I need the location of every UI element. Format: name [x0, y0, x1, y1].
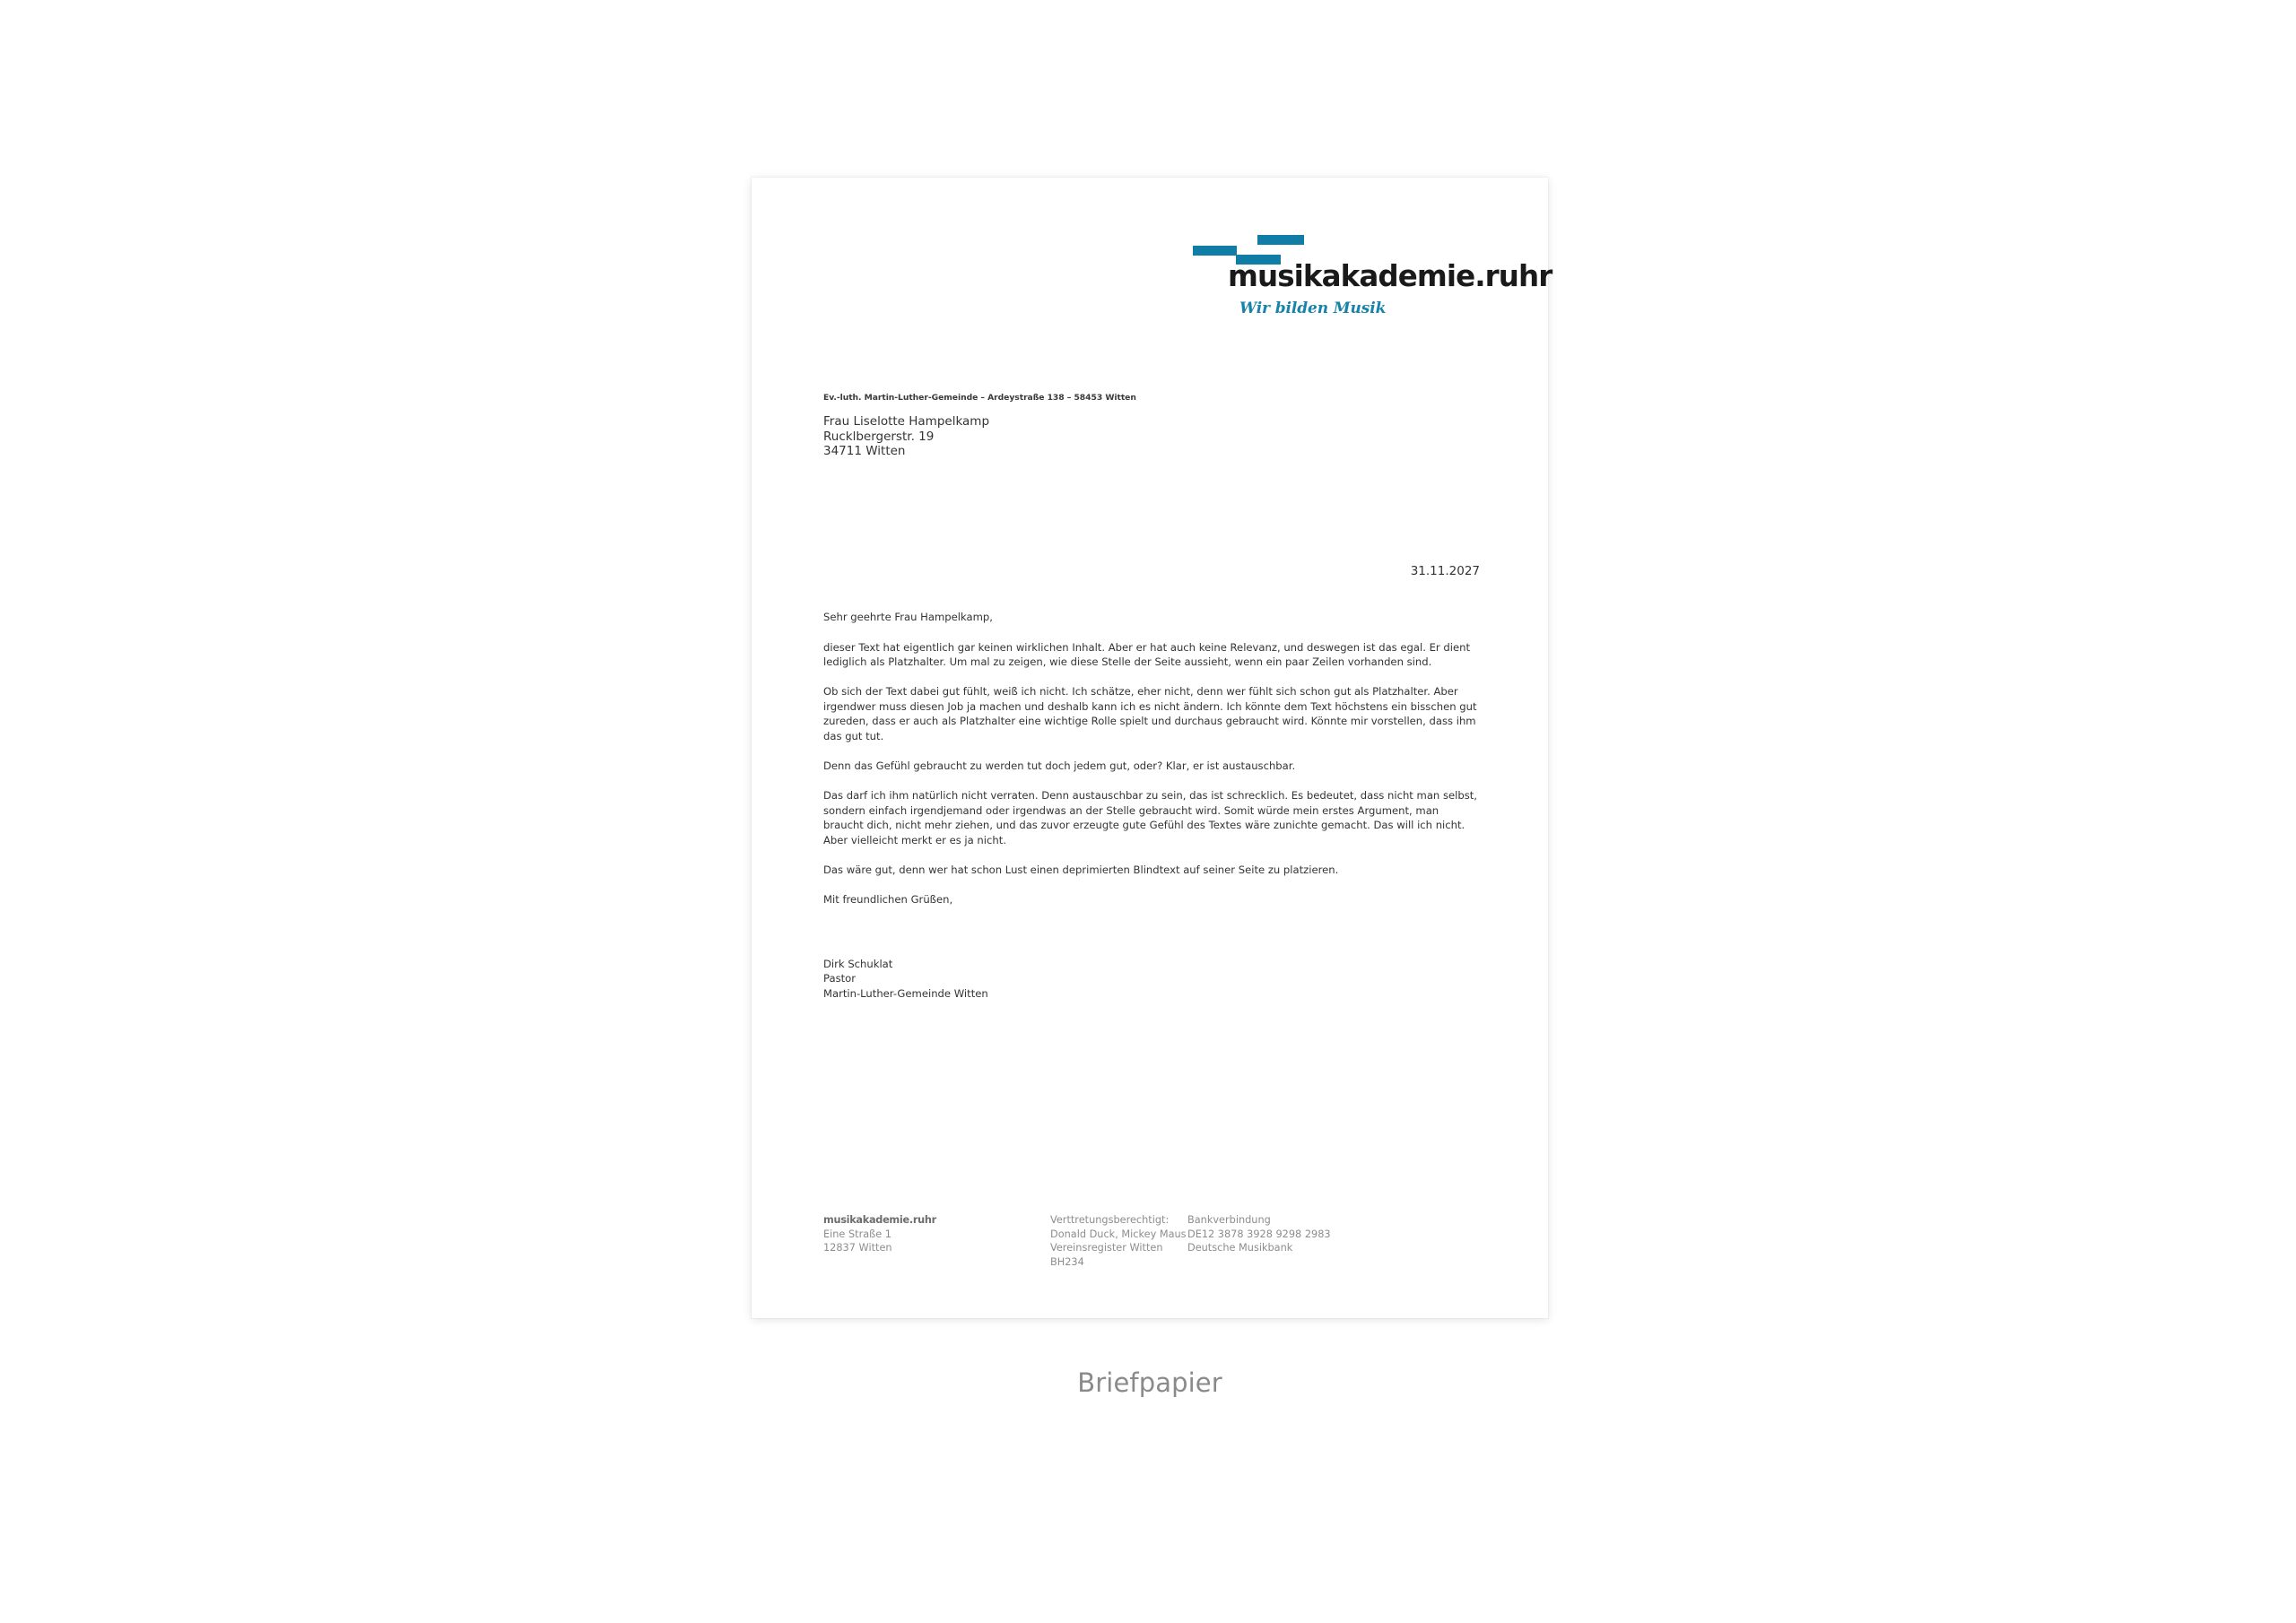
footer-line: 12837 Witten	[823, 1242, 892, 1254]
footer-column-address	[823, 1213, 1039, 1255]
recipient-line: Rucklbergerstr. 19	[823, 429, 935, 444]
footer-line: DE12 3878 3928 9298 2983	[1187, 1228, 1331, 1240]
letter-paragraph: Das wäre gut, denn wer hat schon Lust einen deprimierten Blindtext auf seiner Seite zu platzieren.	[823, 864, 1339, 877]
signature-block	[823, 957, 1290, 1001]
letter-paragraph: Das darf ich ihm natürlich nicht verraten. Denn austauschbar zu sein, das ist schrecklich. Es bedeutet, dass nicht man selbst, sondern einfach irgendjemand oder irgendwas an der Stelle gebraucht wird. Somit würde mein erstes Argument, man braucht dich, nicht mehr ziehen, und das zuvor erzeugte gute Gefühl des Textes wäre zunichte gemacht. Das will ich nicht. Aber vielleicht merkt er es ja nicht.	[823, 789, 1477, 847]
letter-closing: Mit freundlichen Grüßen,	[823, 893, 953, 907]
logo-tagline: Wir bilden Musik	[1239, 299, 1387, 317]
recipient-line: Frau Liselotte Hampelkamp	[823, 414, 990, 429]
footer-line: Vereinsregister Witten	[1050, 1242, 1163, 1254]
letter-salutation: Sehr geehrte Frau Hampelkamp,	[823, 611, 993, 623]
recipient-line: 34711 Witten	[823, 444, 906, 459]
footer-line: BH234	[1050, 1255, 1084, 1268]
footer-line: Eine Straße 1	[823, 1228, 891, 1240]
signature-org: Martin-Luther-Gemeinde Witten	[823, 986, 988, 1000]
logo-wordmark: musikakademie.ruhr	[1228, 259, 1552, 293]
signature-role: Pastor	[823, 972, 857, 985]
sender-return-address: Ev.-luth. Martin-Luther-Gemeinde – Ardeystraße 138 – 58453 Witten	[823, 393, 1136, 403]
footer-line: Deutsche Musikbank	[1187, 1242, 1293, 1254]
letter-date: 31.11.2027	[1410, 564, 1480, 578]
logo-bar-left-icon	[1193, 246, 1237, 256]
footer-line: Bankverbindung	[1187, 1214, 1271, 1226]
logo-bars-icon	[1193, 235, 1292, 262]
signature-name: Dirk Schuklat	[823, 958, 893, 970]
letter-paragraph: Ob sich der Text dabei gut fühlt, weiß ich nicht. Ich schätze, eher nicht, denn wer fühlt sich schon gut als Platzhalter. Aber irgendwer muss diesen Job ja machen und deshalb kann ich es nicht ändern. Ich könnte dem Text höchstens ein bisschen gut zureden, dass er auch als Platzhalter eine wichtige Rolle spielt und durchaus gebraucht wird. Könnte mir vorstellen, dass ihm das gut tut.	[823, 685, 1477, 743]
letter-paragraph: Denn das Gefühl gebraucht zu werden tut doch jedem gut, oder? Klar, er ist austauschbar.	[823, 759, 1296, 773]
brand-logo	[1193, 235, 1552, 325]
letter-paragraph: dieser Text hat eigentlich gar keinen wirklichen Inhalt. Aber er hat auch keine Relevanz, und deswegen ist das egal. Er dient lediglich als Platzhalter. Um mal zu zeigen, wie diese Stelle der Seite aussieht, wenn ein paar Zeilen vorhanden sind.	[823, 640, 1470, 669]
footer-line: Verttretungsberechtigt:	[1050, 1214, 1170, 1226]
footer-brand-name: musikakademie.ruhr	[823, 1214, 936, 1226]
footer-line: Donald Duck, Mickey Maus	[1050, 1228, 1187, 1240]
page-caption: Briefpapier	[1077, 1367, 1222, 1398]
page-footer	[823, 1213, 1483, 1285]
letter-body	[823, 610, 1480, 907]
recipient-address-block	[823, 414, 1290, 459]
footer-column-bank	[1187, 1213, 1412, 1255]
logo-bar-right-icon	[1257, 235, 1304, 245]
